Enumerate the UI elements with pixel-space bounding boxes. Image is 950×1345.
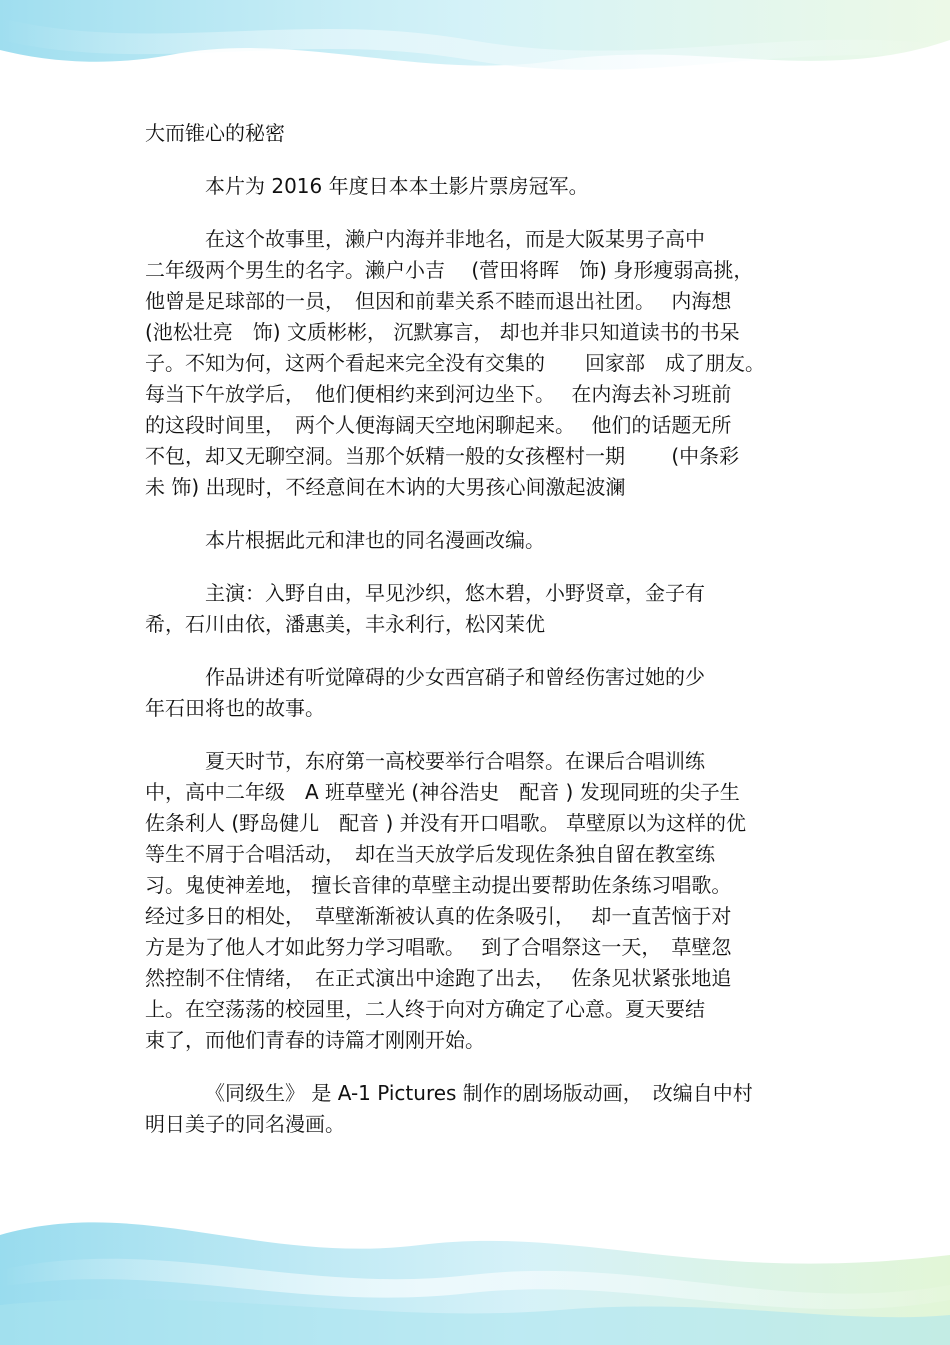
text-line: 他曾是足球部的一员， 但因和前辈关系不睦而退出社团。 内海想 bbox=[145, 289, 732, 313]
text-line: 本片根据此元和津也的同名漫画改编。 bbox=[205, 528, 545, 552]
text-line: 的这段时间里， 两个人便海阔天空地闲聊起来。 他们的话题无所 bbox=[145, 413, 732, 437]
text-line: 每当下午放学后， 他们便相约来到河边坐下。 在内海去补习班前 bbox=[145, 382, 732, 406]
heading-line: 大而锥心的秘密 bbox=[145, 121, 285, 145]
paragraph-box-office bbox=[145, 171, 805, 202]
text-line: (池松壮亮 饰) 文质彬彬， 沉默寡言， 却也并非只知道读书的书呆 bbox=[145, 320, 740, 344]
text-line: 明日美子的同名漫画。 bbox=[145, 1112, 345, 1136]
text-line: 不包，却又无聊空洞。当那个妖精一般的女孩樫村一期 (中条彩 bbox=[145, 444, 740, 468]
text-line: 在这个故事里，濑户内海并非地名，而是大阪某男子高中 bbox=[205, 227, 705, 251]
text-line: 未 饰) 出现时，不经意间在木讷的大男孩心间激起波澜 bbox=[145, 475, 626, 499]
text-line: 子。不知为何，这两个看起来完全没有交集的 回家部 成了朋友。 bbox=[145, 351, 765, 375]
text-line: 中，高中二年级 A 班草壁光 (神谷浩史 配音 ) 发现同班的尖子生 bbox=[145, 780, 740, 804]
text-line: 方是为了他人才如此努力学习唱歌。 到了合唱祭这一天， 草壁忽 bbox=[145, 935, 732, 959]
text-line: 习。鬼使神差地， 擅长音律的草壁主动提出要帮助佐条练习唱歌。 bbox=[145, 873, 732, 897]
text-line: 希，石川由依，潘惠美，丰永利行，松冈茉优 bbox=[145, 612, 545, 636]
text-line: 年石田将也的故事。 bbox=[145, 696, 325, 720]
paragraph-cast bbox=[145, 578, 805, 640]
paragraph-synopsis-setouchi bbox=[145, 224, 805, 503]
document-body bbox=[145, 118, 805, 1162]
bottom-wave-decoration bbox=[0, 1175, 950, 1345]
top-wave-decoration bbox=[0, 0, 950, 110]
paragraph-synopsis-doukyusei bbox=[145, 746, 805, 1056]
text-line: 二年级两个男生的名字。濑户小吉 (菅田将晖 饰) 身形瘦弱高挑， bbox=[145, 258, 754, 282]
text-line: 本片为 2016 年度日本本土影片票房冠军。 bbox=[205, 174, 589, 198]
text-line: 上。在空荡荡的校园里，二人终于向对方确定了心意。夏天要结 bbox=[145, 997, 705, 1021]
text-line: 然控制不住情绪， 在正式演出中途跑了出去， 佐条见状紧张地追 bbox=[145, 966, 732, 990]
paragraph-story-shape-of-voice bbox=[145, 662, 805, 724]
text-line: 《同级生》 是 A-1 Pictures 制作的剧场版动画， 改编自中村 bbox=[205, 1081, 753, 1105]
paragraph-adaptation bbox=[145, 525, 805, 556]
text-line: 主演：入野自由，早见沙织，悠木碧，小野贤章，金子有 bbox=[205, 581, 705, 605]
text-line: 夏天时节，东府第一高校要举行合唱祭。在课后合唱训练 bbox=[205, 749, 705, 773]
paragraph-production bbox=[145, 1078, 805, 1140]
text-line: 经过多日的相处， 草壁渐渐被认真的佐条吸引， 却一直苦恼于对 bbox=[145, 904, 732, 928]
text-line: 佐条利人 (野岛健儿 配音 ) 并没有开口唱歌。 草壁原以为这样的优 bbox=[145, 811, 747, 835]
text-line: 等生不屑于合唱活动， 却在当天放学后发现佐条独自留在教室练 bbox=[145, 842, 715, 866]
text-line: 束了，而他们青春的诗篇才刚刚开始。 bbox=[145, 1028, 485, 1052]
text-line: 作品讲述有听觉障碍的少女西宫硝子和曾经伤害过她的少 bbox=[205, 665, 705, 689]
